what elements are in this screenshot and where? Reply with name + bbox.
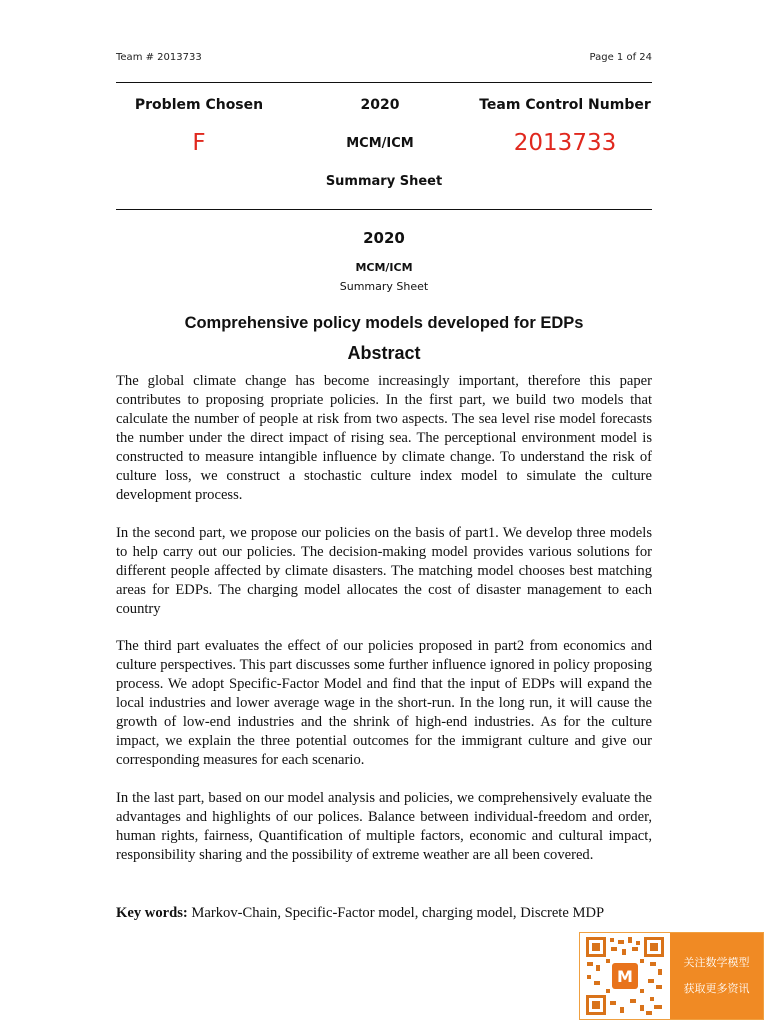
abstract-paragraph-4: In the last part, based on our model analysis and policies, we comprehensively evaluate the advantages and highlights of our polices. Balance between individual-freedom and order, human rights, fairness, Quantification of multiple factors, economic and cultural impact, responsibility sharing and the possibility of extreme weather are all been covered. bbox=[116, 790, 652, 863]
subheader-contest: MCM/ICM bbox=[355, 261, 413, 274]
subheader-year: 2020 bbox=[363, 229, 405, 247]
paper-title: Comprehensive policy models developed for EDPs bbox=[184, 314, 584, 332]
abstract-paragraph-3: The third part evaluates the effect of our policies proposed in part2 from economics and culture perspectives. This part discusses some further influence ignored in policy proposing process. We adopt Specific-Factor Model and find that the input of EDPs will expand the local industries and lower average wage in the short-run. In the long run, it will cause the growth of low-end industries and the shrink of high-end industries. As for the culture impact, we explain the three potential outcomes for the immigrant culture and give our corresponding measures for each scenario. bbox=[116, 638, 652, 768]
promo-line-2: 获取更多资讯 bbox=[683, 982, 750, 995]
abstract-heading: Abstract bbox=[347, 343, 421, 363]
keywords-text: Markov-Chain, Specific-Factor model, charging model, Discrete MDP bbox=[191, 905, 605, 921]
qr-code-graphic bbox=[584, 935, 666, 1017]
team-number: 2013733 bbox=[513, 130, 617, 156]
year-label: 2020 bbox=[360, 97, 400, 113]
subheader-summary: Summary Sheet bbox=[339, 280, 429, 293]
keywords-label: Key words: bbox=[116, 905, 188, 921]
summary-sheet-label: Summary Sheet bbox=[325, 174, 443, 189]
header-page-number: Page 1 of 24 bbox=[589, 52, 652, 63]
problem-chosen-label: Problem Chosen bbox=[134, 97, 264, 113]
svg-text:M: M bbox=[617, 967, 633, 986]
qr-code-icon bbox=[580, 933, 670, 1019]
promo-banner[interactable] bbox=[579, 932, 764, 1020]
bottom-divider bbox=[116, 209, 652, 210]
keywords bbox=[116, 904, 652, 923]
contest-name: MCM/ICM bbox=[346, 136, 414, 151]
team-control-label: Team Control Number bbox=[479, 97, 651, 113]
abstract-paragraph-2: In the second part, we propose our policies on the basis of part1. We develop three models to help carry out our policies. The decision-making model provides various solutions for different people affected by climate disasters. The matching model chooses best matching areas for EDPs. The charging model allocates the cost of disaster management to each country bbox=[116, 525, 652, 617]
promo-text bbox=[670, 933, 763, 1019]
problem-value: F bbox=[192, 130, 206, 156]
header-team: Team # 2013733 bbox=[116, 52, 202, 63]
promo-line-1: 关注数学模型 bbox=[683, 956, 750, 969]
top-divider bbox=[116, 82, 652, 83]
abstract-paragraph-1: The global climate change has become increasingly important, therefore this paper contributes to proposing propriate policies. In the first part, we build two models that calculate the number of people at risk from two aspects. The sea level rise model forecasts the number under the direct impact of rising sea. The perceptional environment model is constructed to measure intangible influence by climate change. To understand the risk of culture loss, we construct a stochastic culture index model to simulate the culture development process. bbox=[116, 373, 652, 503]
